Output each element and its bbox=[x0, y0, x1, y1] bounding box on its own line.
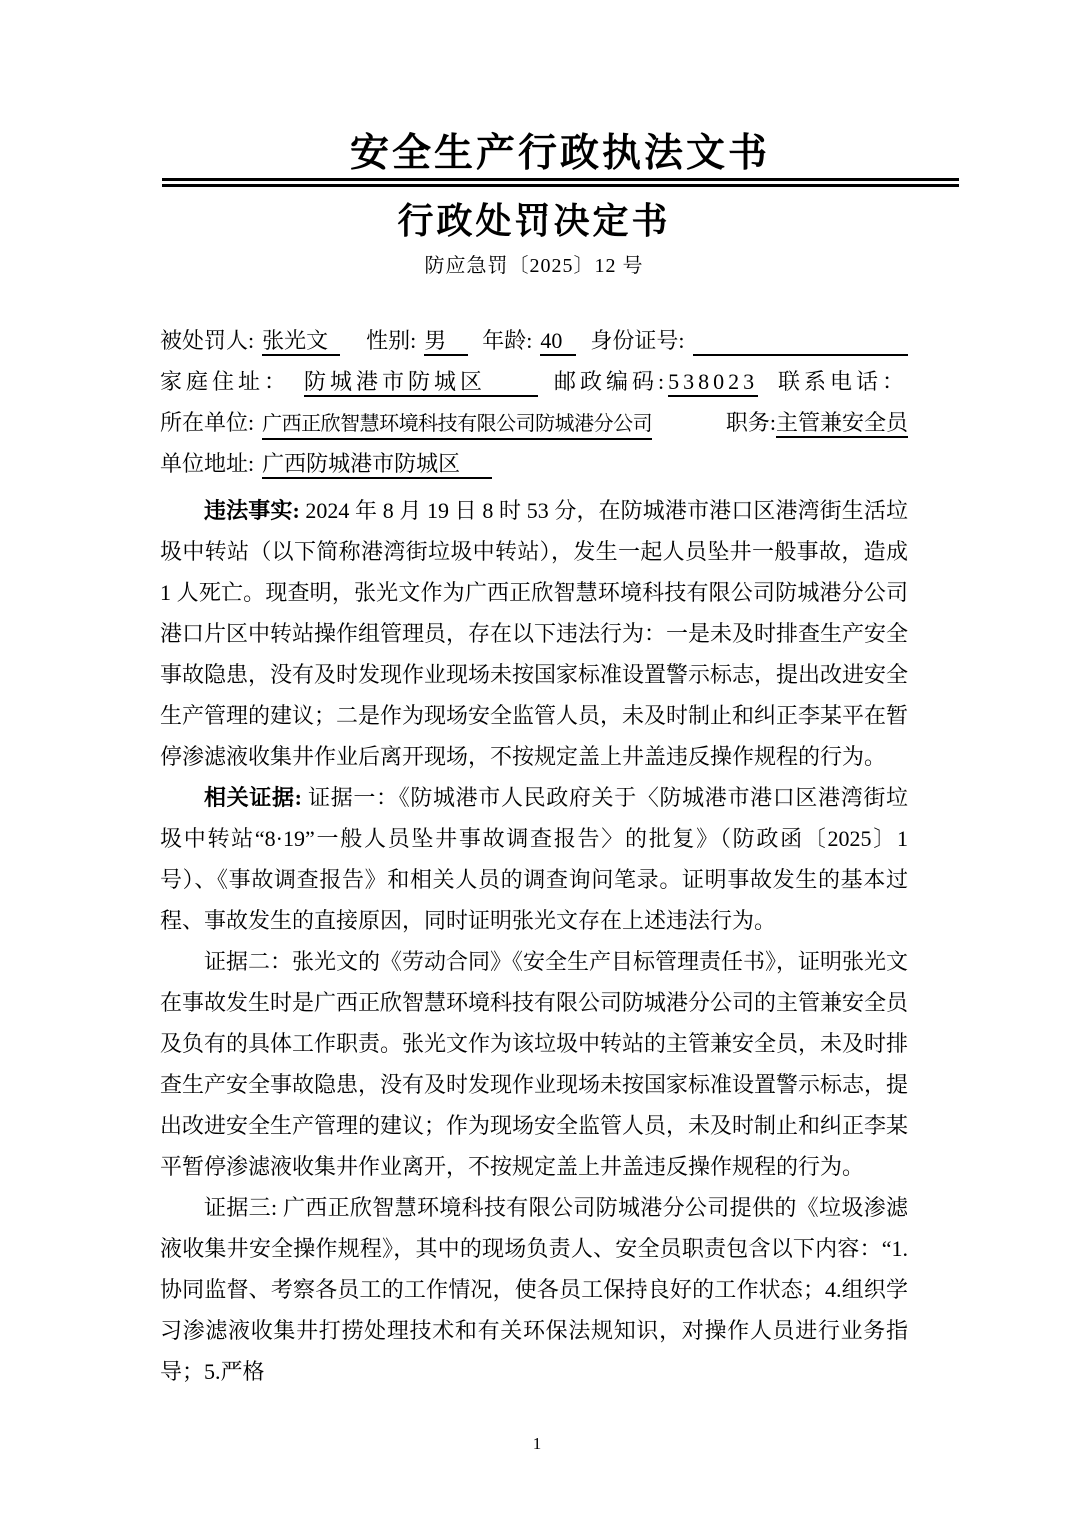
illegal-facts-text: 2024 年 8 月 19 日 8 时 53 分，在防城港市港口区港湾街生活垃圾中转站（以下简称港湾街垃圾中转站），发生一起人员坠井一般事故，造成 1 人死亡。现查明，张光文作为广西正欣智慧环境科技有限公司防城港分公司港口片区中转站操作组管理员，存在以下违法行为：一是未及时排查生产安全事故隐患，没有及时发现作业现场未按国家标准设置警示标志，提出改进安全生产管理的建议；二是作为现场安全监管人员，未及时制止和纠正李某平在暂停渗滤液收集井作业后离开现场，不按规定盖上井盖违反操作规程的行为。 bbox=[160, 498, 909, 769]
paragraph-evidence-1 bbox=[160, 777, 908, 941]
job-title-value: 主管兼安全员 bbox=[776, 409, 908, 438]
id-number-value bbox=[693, 327, 909, 356]
header-fields bbox=[160, 321, 908, 485]
job-title-label: 职务: bbox=[725, 410, 776, 435]
evidence-1-text: 证据一：《防城港市人民政府关于〈防城港市港口区港湾街垃圾中转站“8·19”一般人员坠井事故调查报告〉的批复》（防政函〔2025〕1 号）、《事故调查报告》和相关人员的调查询问笔录。证明事故发生的基本过程、事故发生的直接原因，同时证明张光文存在上述违法行为。 bbox=[160, 785, 908, 933]
page-number: 1 bbox=[532, 1434, 542, 1453]
document-content bbox=[160, 0, 908, 1392]
form-row-person bbox=[160, 321, 908, 362]
form-row-home-address bbox=[160, 362, 908, 403]
age-label: 年龄: bbox=[482, 328, 533, 353]
unit-address-label: 单位地址: bbox=[160, 451, 255, 476]
employer-value: 广西正欣智慧环境科技有限公司防城港分公司 bbox=[262, 411, 652, 440]
document-body bbox=[160, 490, 908, 1392]
illegal-facts-label: 违法事实: bbox=[204, 498, 300, 523]
unit-address-value: 广西防城港市防城区 bbox=[262, 450, 492, 479]
gender-value: 男 bbox=[424, 327, 468, 356]
age-value: 40 bbox=[540, 327, 576, 356]
postal-code-label: 邮政编码: bbox=[554, 369, 669, 394]
paragraph-evidence-2 bbox=[160, 941, 908, 1187]
paragraph-illegal-facts bbox=[160, 490, 908, 777]
penalized-person-value: 张光文 bbox=[262, 327, 340, 356]
home-address-value: 防城港市防城区 bbox=[304, 368, 538, 397]
title-double-rule bbox=[162, 178, 959, 187]
postal-code-value: 538023 bbox=[668, 368, 758, 397]
evidence-3-text: 证据三: 广西正欣智慧环境科技有限公司防城港分公司提供的《垃圾渗滤液收集井安全操作规程》，其中的现场负责人、安全员职责包含以下内容：“1.协同监督、考察各员工的工作情况，使各员工保持良好的工作状态；4.组织学习渗滤液收集井打捞处理技术和有关环保法规知识，对操作人员进行业务指导；5.严格 bbox=[160, 1195, 908, 1384]
phone-label: 联系电话： bbox=[777, 369, 908, 394]
gender-label: 性别: bbox=[366, 328, 417, 353]
form-row-employer bbox=[160, 403, 908, 444]
related-evidence-label: 相关证据: bbox=[204, 785, 302, 810]
paragraph-evidence-3 bbox=[160, 1187, 908, 1392]
doc-number: 防应急罚〔2025〕12 号 bbox=[424, 255, 644, 277]
penalized-person-label: 被处罚人: bbox=[160, 328, 255, 353]
id-number-label: 身份证号: bbox=[590, 328, 685, 353]
doc-title: 行政处罚决定书 bbox=[397, 201, 671, 241]
form-row-unit-address bbox=[160, 444, 908, 485]
doc-series-title: 安全生产行政执法文书 bbox=[349, 132, 770, 175]
employer-label: 所在单位: bbox=[160, 410, 255, 435]
evidence-2-text: 证据二：张光文的《劳动合同》《安全生产目标管理责任书》，证明张光文在事故发生时是广西正欣智慧环境科技有限公司防城港分公司的主管兼安全员及负有的具体工作职责。张光文作为该垃圾中转站的主管兼安全员，未及时排查生产安全事故隐患，没有及时发现作业现场未按国家标准设置警示标志，提出改进安全生产管理的建议；作为现场安全监管人员，未及时制止和纠正李某平暂停渗滤液收集井作业离开，不按规定盖上井盖违反操作规程的行为。 bbox=[160, 949, 909, 1179]
home-address-label: 家庭住址： bbox=[160, 369, 291, 394]
